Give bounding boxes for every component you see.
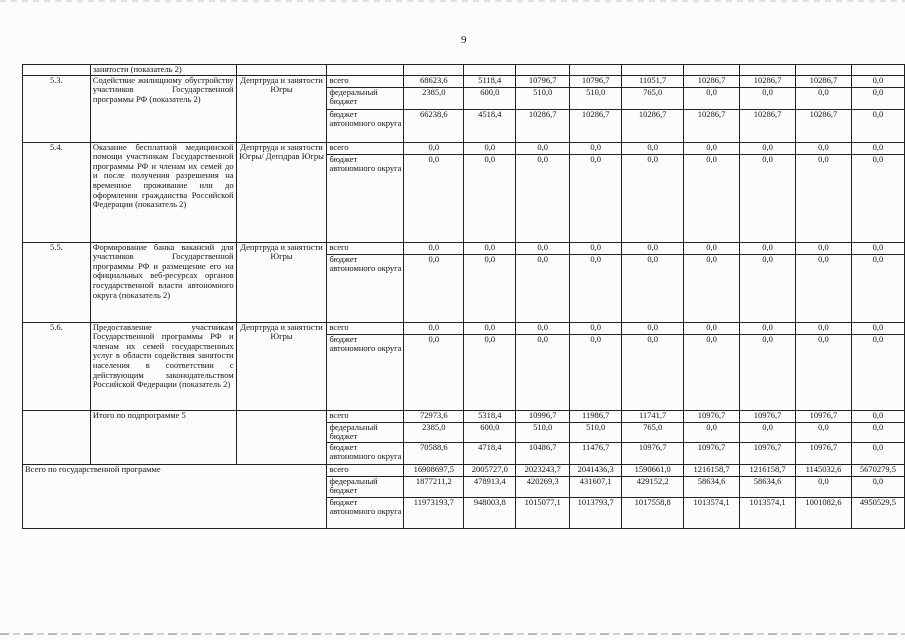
amount-cell: 2005727,0 xyxy=(464,464,516,476)
amount-cell: 0,0 xyxy=(851,476,904,497)
budget-table xyxy=(22,64,905,529)
amount-cell: 420269,3 xyxy=(516,476,570,497)
scan-edge-top xyxy=(0,0,905,2)
amount-cell: 1145032,6 xyxy=(796,464,852,476)
amount-cell: 0,0 xyxy=(570,334,622,410)
amount-cell: 1013793,7 xyxy=(570,497,622,528)
funding-source: бюджет автономного округа xyxy=(327,254,404,322)
amount-cell: 0,0 xyxy=(851,442,904,464)
amount-cell: 2041436,3 xyxy=(570,464,622,476)
amount-cell: 10796,7 xyxy=(516,75,570,87)
section-description: Содействие жилищному обустройству участников Государственной программы РФ (показатель 2) xyxy=(90,75,236,142)
amount-cell: 510,0 xyxy=(570,422,622,442)
amount-cell: 10286,7 xyxy=(740,75,796,87)
amount-cell: 0,0 xyxy=(516,242,570,254)
amount-cell: 0,0 xyxy=(740,322,796,334)
amount-cell: 4518,4 xyxy=(464,109,516,142)
amount-cell: 0,0 xyxy=(684,242,740,254)
amount-cell: 0,0 xyxy=(740,254,796,322)
amount-cell: 478913,4 xyxy=(464,476,516,497)
amount-cell: 0,0 xyxy=(622,142,684,154)
amount-cell: 0,0 xyxy=(851,242,904,254)
amount-cell: 2023243,7 xyxy=(516,464,570,476)
amount-cell: 0,0 xyxy=(796,322,852,334)
amount-cell: 0,0 xyxy=(570,322,622,334)
amount-cell: 0,0 xyxy=(516,322,570,334)
amount-cell: 0,0 xyxy=(570,254,622,322)
amount-cell: 0,0 xyxy=(851,254,904,322)
amount-cell: 0,0 xyxy=(622,154,684,242)
section-code: 5.6. xyxy=(23,322,91,410)
section-executor: Депртруда и занятости Югры xyxy=(236,242,327,322)
funding-source: бюджет автономного округа xyxy=(327,154,404,242)
amount-cell: 5318,4 xyxy=(464,410,516,422)
funding-source: федеральный бюджет xyxy=(327,422,404,442)
funding-source: бюджет автономного округа xyxy=(327,109,404,142)
amount-cell: 0,0 xyxy=(464,142,516,154)
section-executor: Депртруда и занятости Югры xyxy=(236,322,327,410)
amount-cell: 10286,7 xyxy=(740,109,796,142)
funding-source: федеральный бюджет xyxy=(327,87,404,109)
table-row xyxy=(23,242,905,254)
amount-cell: 510,0 xyxy=(570,87,622,109)
amount-cell: 0,0 xyxy=(851,87,904,109)
funding-source: всего xyxy=(327,75,404,87)
amount-cell: 0,0 xyxy=(622,334,684,410)
amount-cell: 5670279,5 xyxy=(851,464,904,476)
grand-total-row xyxy=(23,464,905,476)
table-row xyxy=(23,142,905,154)
amount-cell: 66238,6 xyxy=(404,109,464,142)
amount-cell: 5118,4 xyxy=(464,75,516,87)
subtotal-executor-cell xyxy=(236,410,327,464)
amount-cell: 10286,7 xyxy=(622,109,684,142)
amount-cell: 0,0 xyxy=(404,142,464,154)
amount-cell: 1015077,1 xyxy=(516,497,570,528)
scan-edge-bottom xyxy=(0,633,905,635)
amount-cell: 510,0 xyxy=(516,87,570,109)
amount-cell: 0,0 xyxy=(404,322,464,334)
amount-cell: 600,0 xyxy=(464,422,516,442)
amount-cell: 16908697,5 xyxy=(404,464,464,476)
amount-cell: 0,0 xyxy=(404,254,464,322)
funding-source: всего xyxy=(327,464,404,476)
amount-cell: 10976,7 xyxy=(796,410,852,422)
amount-cell: 10996,7 xyxy=(516,410,570,422)
amount-cell: 68623,6 xyxy=(404,75,464,87)
amount-cell: 2385,0 xyxy=(404,422,464,442)
amount-cell: 10286,7 xyxy=(684,75,740,87)
section-code: 5.4. xyxy=(23,142,91,242)
amount-cell: 431607,1 xyxy=(570,476,622,497)
amount-cell: 0,0 xyxy=(796,476,852,497)
amount-cell: 0,0 xyxy=(796,154,852,242)
amount-cell: 0,0 xyxy=(570,242,622,254)
table-row xyxy=(23,75,905,87)
amount-cell: 0,0 xyxy=(796,142,852,154)
amount-cell: 0,0 xyxy=(851,334,904,410)
amount-cell: 510,0 xyxy=(516,422,570,442)
amount-cell: 0,0 xyxy=(622,242,684,254)
amount-cell: 1590661,0 xyxy=(622,464,684,476)
amount-cell: 0,0 xyxy=(851,410,904,422)
amount-cell: 1017558,8 xyxy=(622,497,684,528)
amount-cell: 11476,7 xyxy=(570,442,622,464)
amount-cell: 0,0 xyxy=(684,322,740,334)
amount-cell: 10976,7 xyxy=(622,442,684,464)
amount-cell: 0,0 xyxy=(622,254,684,322)
amount-cell: 0,0 xyxy=(851,142,904,154)
continuation-row xyxy=(23,65,905,76)
amount-cell: 10976,7 xyxy=(740,442,796,464)
amount-cell: 10976,7 xyxy=(684,410,740,422)
amount-cell: 0,0 xyxy=(404,154,464,242)
amount-cell: 72973,6 xyxy=(404,410,464,422)
amount-cell: 765,0 xyxy=(622,422,684,442)
amount-cell: 600,0 xyxy=(464,87,516,109)
amount-cell: 0,0 xyxy=(851,154,904,242)
amount-cell: 0,0 xyxy=(740,142,796,154)
amount-cell: 0,0 xyxy=(464,322,516,334)
amount-cell: 0,0 xyxy=(516,142,570,154)
amount-cell: 948003,8 xyxy=(464,497,516,528)
amount-cell: 11973193,7 xyxy=(404,497,464,528)
amount-cell: 0,0 xyxy=(740,422,796,442)
amount-cell: 0,0 xyxy=(516,254,570,322)
amount-cell: 0,0 xyxy=(851,322,904,334)
amount-cell: 0,0 xyxy=(684,334,740,410)
funding-source: бюджет автономного округа xyxy=(327,442,404,464)
section-code: 5.3. xyxy=(23,75,91,142)
amount-cell: 10976,7 xyxy=(684,442,740,464)
amount-cell: 0,0 xyxy=(796,422,852,442)
amount-cell: 2385,0 xyxy=(404,87,464,109)
section-description: Оказание бесплатной медицинской помощи участникам Государственной программы РФ и членам их семей до и после получения разрешения на временное проживание или до оформления гражданства Российской Федерации (показатель 2) xyxy=(90,142,236,242)
amount-cell: 0,0 xyxy=(684,154,740,242)
budget-table-body xyxy=(23,65,905,529)
grand-total-label: Всего по государственной программе xyxy=(23,464,327,528)
amount-cell: 10286,7 xyxy=(796,75,852,87)
amount-cell: 0,0 xyxy=(740,154,796,242)
amount-cell: 10286,7 xyxy=(684,109,740,142)
amount-cell: 1001082,6 xyxy=(796,497,852,528)
amount-cell: 10286,7 xyxy=(796,109,852,142)
amount-cell: 0,0 xyxy=(464,334,516,410)
amount-cell: 10796,7 xyxy=(570,75,622,87)
section-description: Формирование банка вакансий для участников Государственной программы РФ и размещение его на официальных веб-ресурсах органов государственной власти автономного округа (показатель 2) xyxy=(90,242,236,322)
amount-cell: 0,0 xyxy=(516,334,570,410)
amount-cell: 10286,7 xyxy=(570,109,622,142)
amount-cell: 0,0 xyxy=(684,254,740,322)
amount-cell: 4718,4 xyxy=(464,442,516,464)
funding-source: бюджет автономного округа xyxy=(327,497,404,528)
amount-cell: 1877211,2 xyxy=(404,476,464,497)
section-description: Предоставление участникам Государственной программы РФ и членам их семей государственных услуг в области содействия занятости населения в соответствии с действующим законодательством Российской Федерации (показатель 2) xyxy=(90,322,236,410)
amount-cell: 11741,7 xyxy=(622,410,684,422)
amount-cell: 58634,6 xyxy=(684,476,740,497)
section-code: 5.5. xyxy=(23,242,91,322)
funding-source: всего xyxy=(327,322,404,334)
amount-cell: 429152,2 xyxy=(622,476,684,497)
amount-cell: 0,0 xyxy=(851,109,904,142)
amount-cell: 0,0 xyxy=(740,334,796,410)
amount-cell: 1013574,1 xyxy=(684,497,740,528)
continuation-text: занятости (показатель 2) xyxy=(90,65,236,76)
amount-cell: 1216158,7 xyxy=(684,464,740,476)
funding-source: бюджет автономного округа xyxy=(327,334,404,410)
subtotal-code-cell xyxy=(23,410,91,464)
amount-cell: 1216158,7 xyxy=(740,464,796,476)
amount-cell: 0,0 xyxy=(516,154,570,242)
continuation-code-cell xyxy=(23,65,91,76)
amount-cell: 11051,7 xyxy=(622,75,684,87)
amount-cell: 58634,6 xyxy=(740,476,796,497)
amount-cell: 765,0 xyxy=(622,87,684,109)
amount-cell: 10976,7 xyxy=(796,442,852,464)
subtotal-row xyxy=(23,410,905,422)
amount-cell: 0,0 xyxy=(684,142,740,154)
amount-cell: 0,0 xyxy=(570,142,622,154)
subtotal-label: Итого по подпрограмме 5 xyxy=(90,410,236,464)
amount-cell: 0,0 xyxy=(796,87,852,109)
amount-cell: 10976,7 xyxy=(740,410,796,422)
amount-cell: 4950529,5 xyxy=(851,497,904,528)
amount-cell: 0,0 xyxy=(684,422,740,442)
amount-cell: 0,0 xyxy=(684,87,740,109)
amount-cell: 11986,7 xyxy=(570,410,622,422)
amount-cell: 70588,6 xyxy=(404,442,464,464)
amount-cell: 0,0 xyxy=(464,254,516,322)
amount-cell: 1013574,1 xyxy=(740,497,796,528)
amount-cell: 10486,7 xyxy=(516,442,570,464)
amount-cell: 0,0 xyxy=(464,242,516,254)
amount-cell: 0,0 xyxy=(796,334,852,410)
amount-cell: 0,0 xyxy=(464,154,516,242)
amount-cell: 0,0 xyxy=(796,242,852,254)
section-executor: Депртруда и занятости Югры xyxy=(236,75,327,142)
amount-cell: 0,0 xyxy=(570,154,622,242)
amount-cell: 0,0 xyxy=(404,334,464,410)
amount-cell: 0,0 xyxy=(851,75,904,87)
amount-cell: 0,0 xyxy=(622,322,684,334)
funding-source: всего xyxy=(327,142,404,154)
funding-source: федеральный бюджет xyxy=(327,476,404,497)
amount-cell: 0,0 xyxy=(740,242,796,254)
funding-source: всего xyxy=(327,242,404,254)
funding-source: всего xyxy=(327,410,404,422)
amount-cell: 10286,7 xyxy=(516,109,570,142)
amount-cell: 0,0 xyxy=(796,254,852,322)
page-number: 9 xyxy=(461,34,467,46)
amount-cell: 0,0 xyxy=(404,242,464,254)
table-row xyxy=(23,322,905,334)
section-executor: Депртруда и занятости Югры/ Депздрав Югры xyxy=(236,142,327,242)
amount-cell: 0,0 xyxy=(740,87,796,109)
amount-cell: 0,0 xyxy=(851,422,904,442)
